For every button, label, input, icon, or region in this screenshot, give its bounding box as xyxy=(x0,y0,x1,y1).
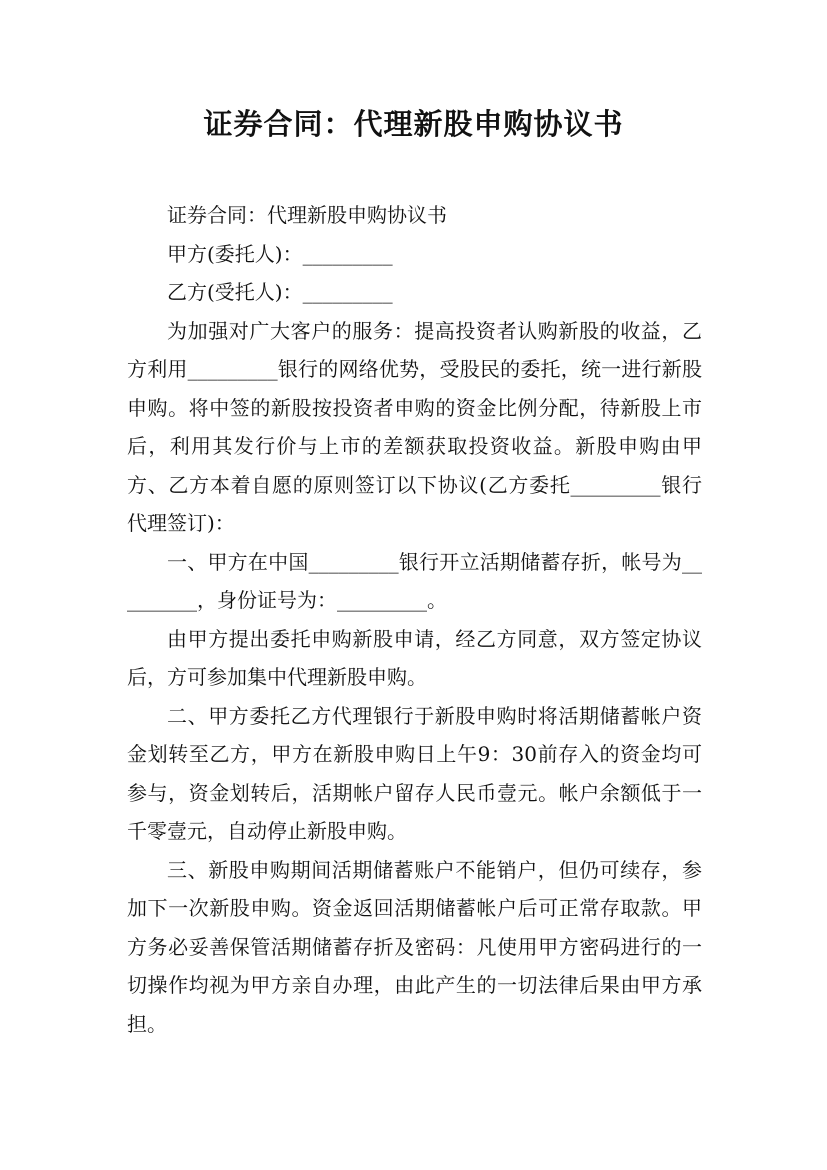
document-title: 证券合同：代理新股申购协议书 xyxy=(203,107,624,141)
paragraph-clause-3: 三、新股申购期间活期储蓄账户不能销户，但仍可续存，参加下一次新股申购。资金返回活期储蓄帐户后可正常存取款。甲方务必妥善保管活期储蓄存折及密码：凡使用甲方密码进行的一切操作均视为甲方亲自办理，由此产生的一切法律后果由甲方承担。 xyxy=(127,857,702,1036)
paragraph-clause-2: 二、甲方委托乙方代理银行于新股申购时将活期储蓄帐户资金划转至乙方，甲方在新股申购日上午9：30前存入的资金均可参与，资金划转后，活期帐户留存人民币壹元。帐户余额低于一千零壹元，自动停止新股申购。 xyxy=(127,703,702,843)
paragraph-heading-repeat: 证券合同：代理新股申购协议书 xyxy=(167,203,447,227)
paragraph-clause-1-note: 由甲方提出委托申购新股申请，经乙方同意，双方签定协议后，方可参加集中代理新股申购。 xyxy=(127,626,702,689)
paragraph-party-a: 甲方(委托人)：_________ xyxy=(167,241,393,266)
paragraph-preamble: 为加强对广大客户的服务：提高投资者认购新股的收益，乙方利用_________银行的网络优势，受股民的委托，统一进行新股申购。将中签的新股按投资者申购的资金比例分配，待新股上市后，利用其发行价与上市的差额获取投资收益。新股申购由甲方、乙方本着自愿的原则签订以下协议(乙方委托_________银行代理签订)： xyxy=(127,318,702,535)
document-body xyxy=(127,196,702,1043)
paragraph-party-b: 乙方(受托人)：_________ xyxy=(167,280,393,304)
paragraph-clause-1: 一、甲方在中国_________银行开立活期储蓄存折，帐号为_________，身份证号为：_________。 xyxy=(127,549,702,612)
